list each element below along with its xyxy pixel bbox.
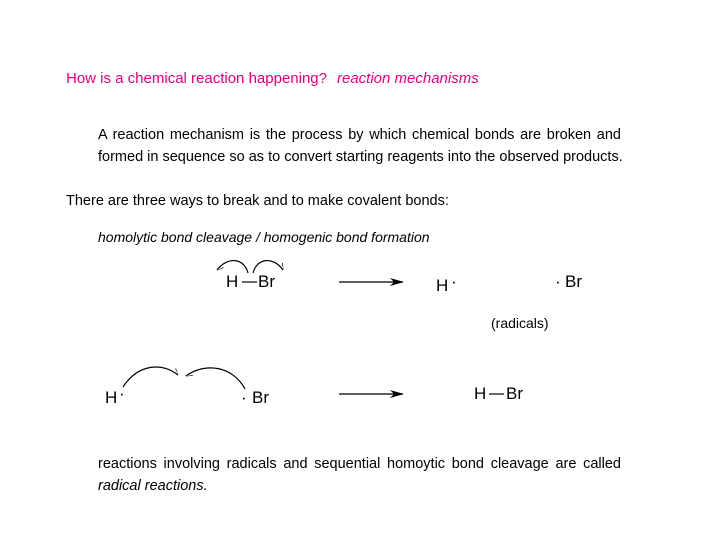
product-br-radical: Br [565,272,582,291]
product-h-atom: H [474,384,487,403]
summary-line-1: reactions involving radicals and sequential homoytic bond cleavage are called [98,456,621,472]
reactant-h-radical: H [105,388,118,407]
fishhook-arrow-from-br [186,368,245,389]
reactant-br-atom: Br [258,272,275,291]
section-heading: homolytic bond cleavage / homogenic bond formation [98,229,430,245]
definition-line-2: formed in sequence so as to convert starting reagents into the observed products. [98,149,623,165]
definition-line-1: A reaction mechanism is the process by which chemical bonds are broken and [98,127,621,143]
reactant-br-radical-dot: · [241,388,247,407]
product-h-radical-dot: · [451,272,457,291]
title-topic: reaction mechanisms [336,70,479,87]
reactant-h-radical-dot: · [119,384,125,403]
reactant-br-radical: Br [252,388,269,407]
summary-paragraph [98,453,621,497]
fishhook-arrow-to-h [217,261,248,273]
intro-text: There are three ways to break and to make covalent bonds: [66,193,449,209]
title-question: How is a chemical reaction happening? [66,70,327,87]
radicals-label: (radicals) [491,315,549,331]
fishhook-arrow-from-h [123,367,178,387]
summary-line-2: radical reactions. [98,478,208,494]
product-br-atom: Br [506,384,523,403]
product-h-radical: H [436,276,449,295]
product-br-radical-dot: · [555,272,561,291]
reactant-h-atom: H [226,272,239,291]
fishhook-arrow-to-br [253,261,283,273]
